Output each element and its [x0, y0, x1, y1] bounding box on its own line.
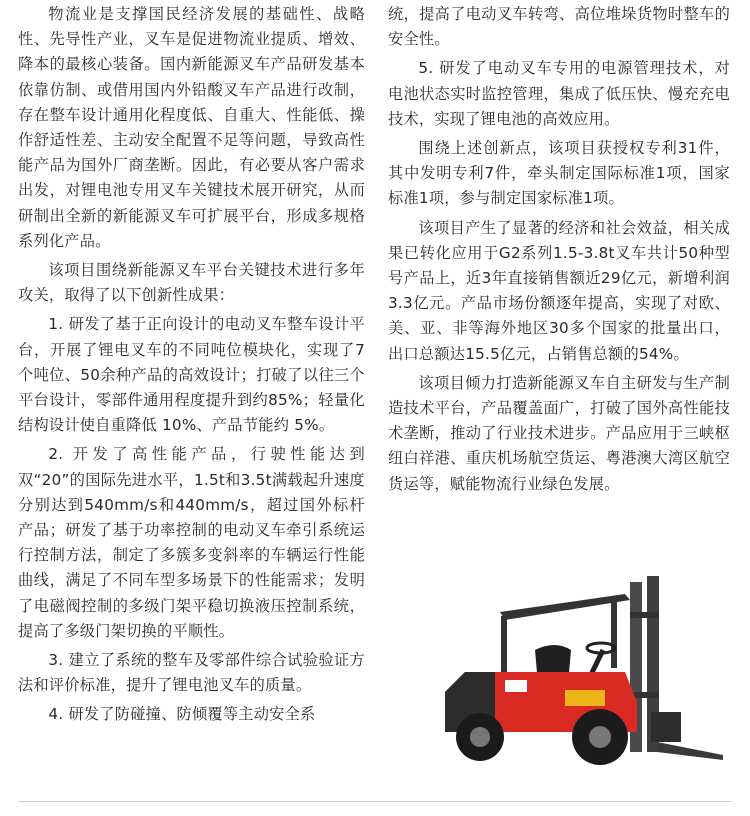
forklift-photo [425, 572, 725, 772]
warning-label [565, 690, 605, 706]
paragraph-patents: 围绕上述创新点，该项目获授权专利31件，其中发明专利7件，牵头制定国际标准1项，国家标准1项，参与制定国家标准1项。 [388, 139, 730, 208]
paragraph-item-2: 2. 开发了高性能产品，行驶性能达到双“20”的国际先进水平，1.5t和3.5t满载起升速度分别达到540mm/s和440mm/s，超过国外标杆产品；研发了基于功率控制的电动叉车牵引系统运行控制方法，制定了多簇多变斜率的车辆运行性能曲线，满足了不同车型多场景下的性能需求；发明了电磁阀控制的多级门架平稳切换液压控制系统，提高了多级门架切换的平顺性。 [18, 445, 365, 640]
paragraph-overview: 该项目围绕新能源叉车平台关键技术进行多年攻关，取得了以下创新性成果： [18, 261, 365, 305]
brand-plate [505, 680, 527, 692]
paragraph-item-5: 5. 研发了电动叉车专用的电源管理技术，对电池状态实时监控管理，集成了低压快、慢充充电技术，实现了锂电池的高效应用。 [388, 59, 730, 128]
paragraph-benefits: 该项目产生了显著的经济和社会效益，相关成果已转化应用于G2系列1.5-3.8t叉车共计50种型号产品上，近3年直接销售额近29亿元，新增利润3.3亿元。产品市场份额逐年提高，实现了对欧、美、亚、非等海外地区30多个国家的批量出口，出口总额达15.5亿元，占销售总额的54%。 [388, 218, 730, 363]
paragraph-item-3: 3. 建立了系统的整车及零部件综合试验验证方法和评价标准，提升了锂电池叉车的质量。 [18, 651, 365, 695]
carriage [651, 712, 681, 742]
guard-post-front [611, 598, 617, 668]
fork-tine [657, 742, 723, 760]
paragraph-conclusion: 该项目倾力打造新能源叉车自主研发与生产制造技术平台，产品覆盖面广，打破了国外高性能技术垄断，推动了行业技术进步。产品应用于三峡枢纽白祥港、重庆机场航空货运、粤港澳大湾区航空货运等，赋能物流行业绿色发展。 [388, 373, 730, 493]
overhead-guard [500, 594, 630, 620]
right-column [388, 2, 730, 501]
mast-crossbar [630, 612, 659, 618]
left-column [18, 2, 365, 732]
paragraph-item-1: 1. 研发了基于正向设计的电动叉车整车设计平台，开展了锂电叉车的不同吨位模块化，实现了7个吨位、50余种产品的高效设计；打破了以往三个平台设计，零部件通用程度提升到约85%；轻量化结构设计使自重降低 10%、产品节能约 5%。 [18, 315, 365, 435]
bottom-divider [18, 801, 732, 802]
steering-wheel [587, 643, 615, 653]
paragraph-item-4-start: 4. 研发了防碰撞、防倾覆等主动安全系 [48, 705, 316, 724]
paragraph-item-4-end: 统，提高了电动叉车转弯、高位堆垛货物时整车的安全性。 [388, 5, 730, 49]
rear-hub [470, 727, 490, 747]
front-hub [589, 726, 611, 748]
paragraph-intro: 物流业是支撑国民经济发展的基础性、战略性、先导性产业，叉车是促进物流业提质、增效、降本的最核心装备。国内新能源叉车产品研发基本依靠仿制、或借用国内外铅酸叉车产品进行改制，存在整车设计通用化程度低、自重大、性能低、操作舒适性差、主动安全配置不足等问题，导致高性能产品为国外厂商垄断。因此，有必要从客户需求出发，对锂电池专用叉车关键技术展开研究，从而研制出全新的新能源叉车可扩展平台，形成多规格系列化产品。 [18, 5, 365, 250]
